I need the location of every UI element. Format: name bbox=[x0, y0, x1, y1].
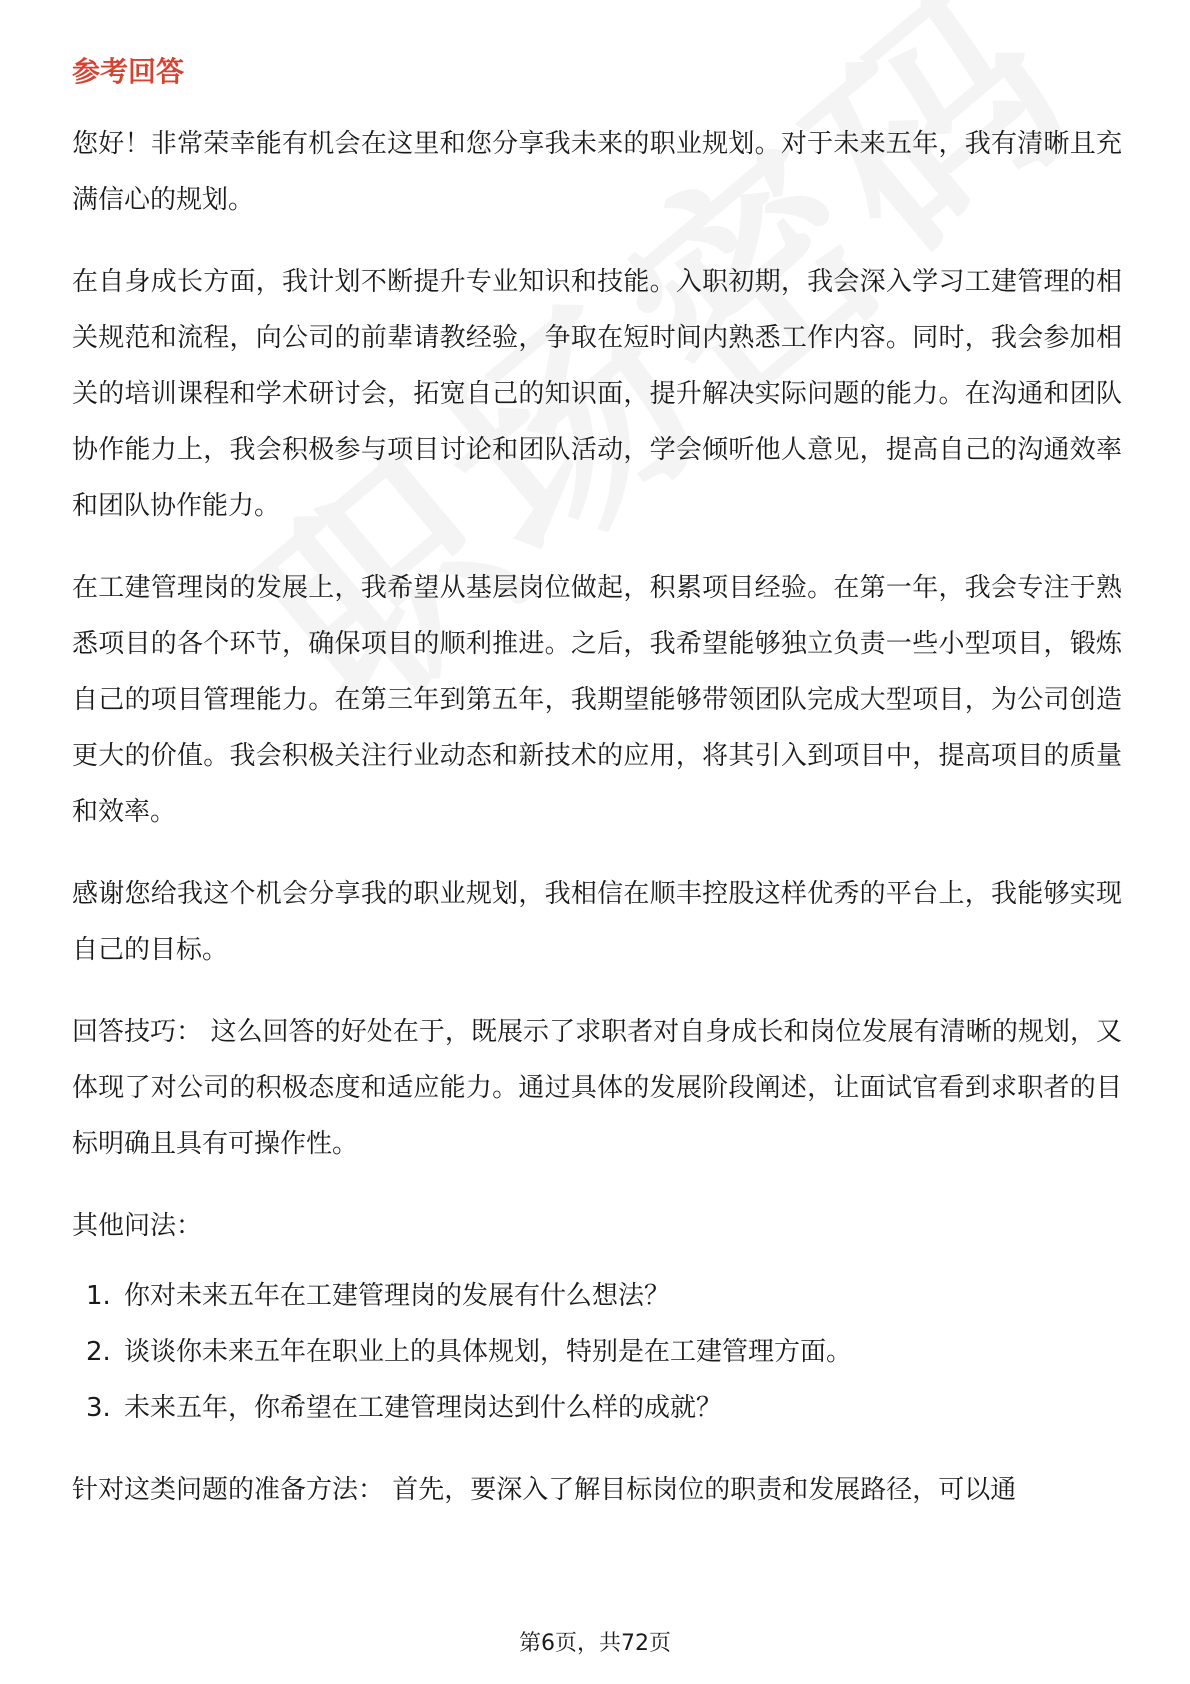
list-item-number: 1. bbox=[86, 1281, 111, 1311]
paragraph-greeting: 您好！非常荣幸能有机会在这里和您分享我未来的职业规划。对于未来五年，我有清晰且充满信心的规划。 bbox=[72, 129, 1122, 215]
page-footer: 第6页，共72页 bbox=[519, 1631, 671, 1656]
paragraph-self-growth: 在自身成长方面，我计划不断提升专业知识和技能。入职初期，我会深入学习工建管理的相关规范和流程，向公司的前辈请教经验，争取在短时间内熟悉工作内容。同时，我会参加相关的培训课程和学术研讨会，拓宽自己的知识面，提升解决实际问题的能力。在沟通和团队协作能力上，我会积极参与项目讨论和团队活动，学会倾听他人意见，提高自己的沟通效率和团队协作能力。 bbox=[72, 267, 1122, 521]
list-item-number: 2. bbox=[86, 1337, 111, 1367]
paragraph-career-development: 在工建管理岗的发展上，我希望从基层岗位做起，积累项目经验。在第一年，我会专注于熟悉项目的各个环节，确保项目的顺利推进。之后，我希望能够独立负责一些小型项目，锻炼自己的项目管理能力。在第三年到第五年，我期望能够带领团队完成大型项目，为公司创造更大的价值。我会积极关注行业动态和新技术的应用，将其引入到项目中，提高项目的质量和效率。 bbox=[72, 573, 1122, 827]
list-item-text: 你对未来五年在工建管理岗的发展有什么想法？ bbox=[124, 1281, 671, 1311]
list-item bbox=[72, 1380, 1122, 1436]
list-item-number: 3. bbox=[86, 1393, 111, 1423]
paragraph-answer-tips: 回答技巧： 这么回答的好处在于，既展示了求职者对自身成长和岗位发展有清晰的规划，又体现了对公司的积极态度和适应能力。通过具体的发展阶段阐述，让面试官看到求职者的目标明确且具有可操作性。 bbox=[72, 1017, 1122, 1159]
other-questions-list bbox=[72, 1268, 1122, 1436]
paragraph-other-questions-heading: 其他问法： bbox=[72, 1211, 203, 1241]
content-area bbox=[72, 44, 1122, 1518]
section-title: 参考回答 bbox=[72, 55, 185, 88]
list-item bbox=[72, 1268, 1122, 1324]
paragraph-thanks: 感谢您给我这个机会分享我的职业规划，我相信在顺丰控股这样优秀的平台上，我能够实现自己的目标。 bbox=[72, 879, 1122, 965]
paragraph-preparation: 针对这类问题的准备方法： 首先，要深入了解目标岗位的职责和发展路径，可以通 bbox=[72, 1475, 1017, 1505]
list-item-text: 未来五年，你希望在工建管理岗达到什么样的成就？ bbox=[124, 1393, 723, 1423]
list-item bbox=[72, 1324, 1122, 1380]
list-item-text: 谈谈你未来五年在职业上的具体规划，特别是在工建管理方面。 bbox=[124, 1337, 853, 1367]
